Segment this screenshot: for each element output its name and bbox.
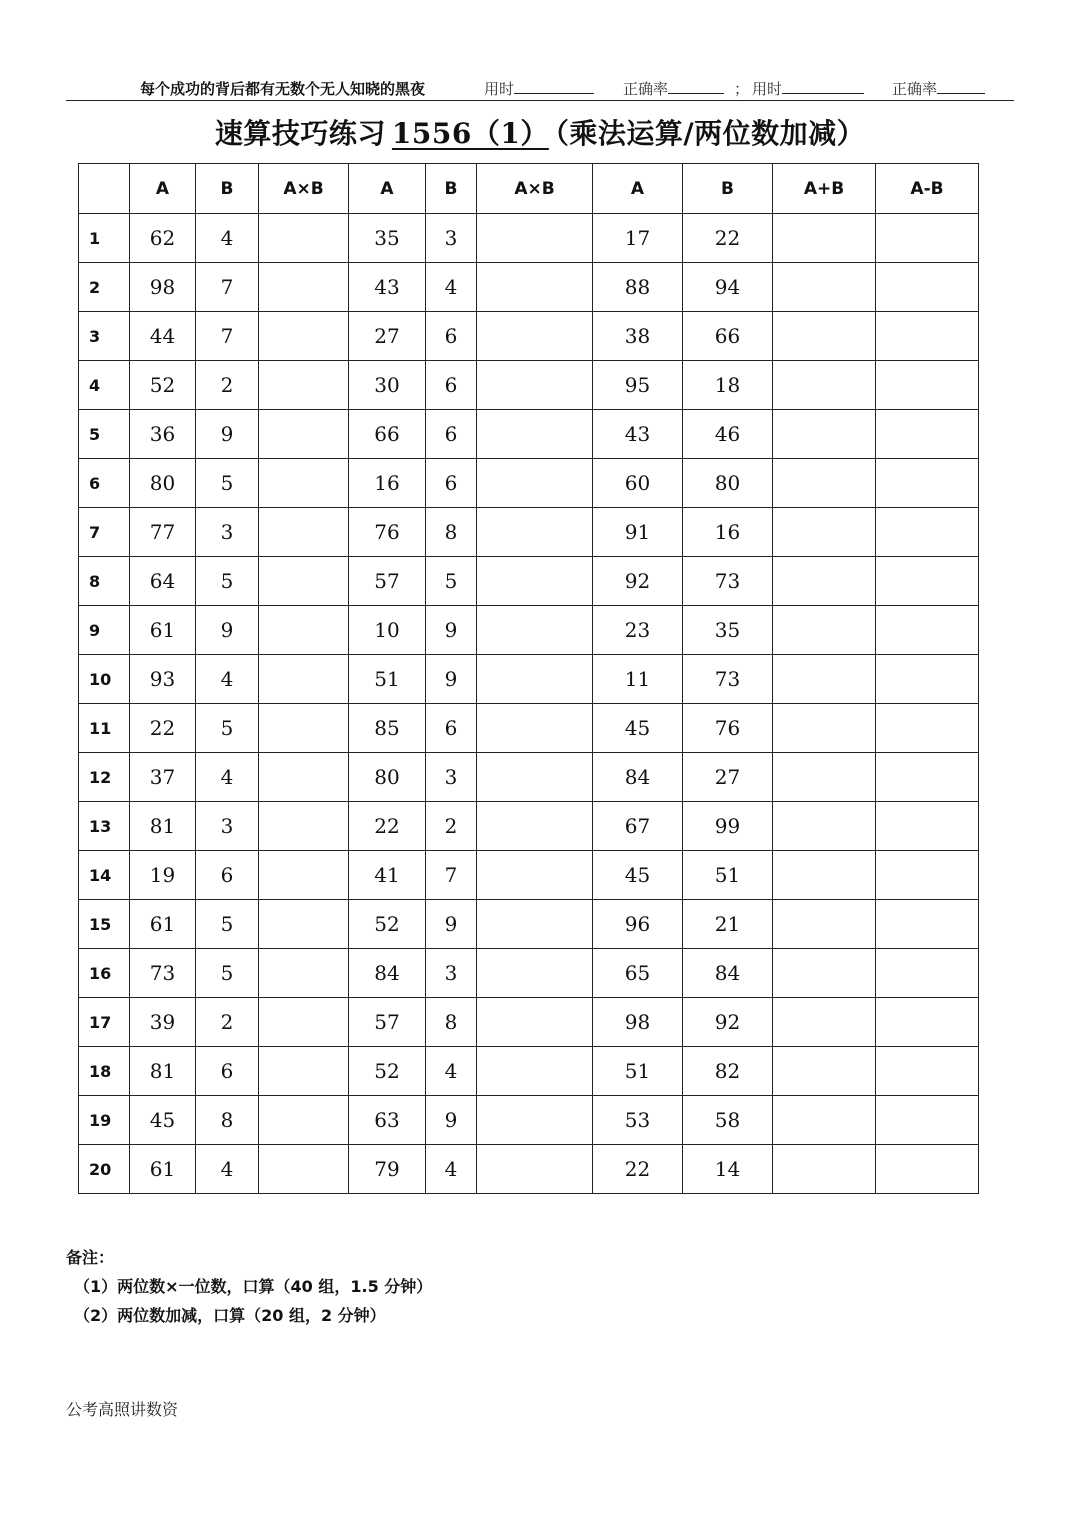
operand-cell: 99 <box>683 802 773 851</box>
column-header: B <box>683 164 773 214</box>
operand-cell: 9 <box>426 1096 477 1145</box>
answer-cell[interactable] <box>259 802 349 851</box>
table-row <box>79 900 979 949</box>
table-row <box>79 361 979 410</box>
answer-cell[interactable] <box>259 361 349 410</box>
operand-cell: 6 <box>426 704 477 753</box>
answer-cell[interactable] <box>773 214 876 263</box>
row-number: 16 <box>79 949 130 998</box>
operand-cell: 44 <box>130 312 196 361</box>
operand-cell: 2 <box>196 998 259 1047</box>
operand-cell: 2 <box>196 361 259 410</box>
operand-cell: 18 <box>683 361 773 410</box>
operand-cell: 65 <box>593 949 683 998</box>
operand-cell: 98 <box>593 998 683 1047</box>
answer-cell[interactable] <box>259 655 349 704</box>
operand-cell: 5 <box>196 459 259 508</box>
table-row <box>79 410 979 459</box>
operand-cell: 43 <box>349 263 426 312</box>
time-label-1: 用时 <box>484 80 515 98</box>
row-number: 8 <box>79 557 130 606</box>
operand-cell: 8 <box>426 998 477 1047</box>
operand-cell: 23 <box>593 606 683 655</box>
table-row <box>79 557 979 606</box>
time-blank-2[interactable] <box>782 79 864 94</box>
operand-cell: 92 <box>683 998 773 1047</box>
operand-cell: 51 <box>683 851 773 900</box>
operand-cell: 82 <box>683 1047 773 1096</box>
operand-cell: 9 <box>426 655 477 704</box>
operand-cell: 6 <box>196 1047 259 1096</box>
row-number: 14 <box>79 851 130 900</box>
operand-cell: 80 <box>683 459 773 508</box>
column-header: B <box>426 164 477 214</box>
column-header: A <box>349 164 426 214</box>
separator: ； <box>734 80 750 98</box>
answer-cell[interactable] <box>773 949 876 998</box>
answer-cell[interactable] <box>876 704 979 753</box>
operand-cell: 63 <box>349 1096 426 1145</box>
operand-cell: 16 <box>349 459 426 508</box>
operand-cell: 93 <box>130 655 196 704</box>
table-row <box>79 263 979 312</box>
table-row <box>79 1145 979 1194</box>
row-number: 12 <box>79 753 130 802</box>
answer-cell[interactable] <box>259 704 349 753</box>
operand-cell: 81 <box>130 1047 196 1096</box>
answer-cell[interactable] <box>259 214 349 263</box>
answer-cell[interactable] <box>477 704 593 753</box>
table-row <box>79 508 979 557</box>
operand-cell: 45 <box>593 704 683 753</box>
title-suffix: （乘法运算/两位数加减） <box>554 117 866 150</box>
operand-cell: 4 <box>426 263 477 312</box>
operand-cell: 6 <box>426 459 477 508</box>
operand-cell: 41 <box>349 851 426 900</box>
answer-cell[interactable] <box>773 802 876 851</box>
operand-cell: 51 <box>593 1047 683 1096</box>
operand-cell: 21 <box>683 900 773 949</box>
operand-cell: 76 <box>349 508 426 557</box>
answer-cell[interactable] <box>876 606 979 655</box>
operand-cell: 4 <box>196 1145 259 1194</box>
answer-cell[interactable] <box>773 704 876 753</box>
answer-cell[interactable] <box>259 900 349 949</box>
operand-cell: 73 <box>683 655 773 704</box>
operand-cell: 22 <box>349 802 426 851</box>
operand-cell: 7 <box>196 312 259 361</box>
operand-cell: 9 <box>426 606 477 655</box>
table-row <box>79 312 979 361</box>
answer-cell[interactable] <box>773 1145 876 1194</box>
answer-cell[interactable] <box>876 1096 979 1145</box>
answer-cell[interactable] <box>259 312 349 361</box>
column-header: A+B <box>773 164 876 214</box>
answer-cell[interactable] <box>876 998 979 1047</box>
row-number: 13 <box>79 802 130 851</box>
answer-cell[interactable] <box>477 1145 593 1194</box>
operand-cell: 6 <box>426 361 477 410</box>
answer-cell[interactable] <box>477 557 593 606</box>
time-field-2 <box>752 78 864 99</box>
table-row <box>79 214 979 263</box>
answer-cell[interactable] <box>773 410 876 459</box>
operand-cell: 5 <box>196 704 259 753</box>
operand-cell: 84 <box>683 949 773 998</box>
operand-cell: 27 <box>683 753 773 802</box>
operand-cell: 2 <box>426 802 477 851</box>
answer-cell[interactable] <box>876 508 979 557</box>
table-row <box>79 851 979 900</box>
row-number: 10 <box>79 655 130 704</box>
answer-cell[interactable] <box>259 263 349 312</box>
answer-cell[interactable] <box>773 900 876 949</box>
operand-cell: 88 <box>593 263 683 312</box>
operand-cell: 81 <box>130 802 196 851</box>
answer-cell[interactable] <box>259 410 349 459</box>
answer-cell[interactable] <box>876 1145 979 1194</box>
column-header: A×B <box>259 164 349 214</box>
answer-cell[interactable] <box>477 655 593 704</box>
answer-cell[interactable] <box>477 1047 593 1096</box>
answer-cell[interactable] <box>259 1096 349 1145</box>
answer-cell[interactable] <box>773 1047 876 1096</box>
answer-cell[interactable] <box>876 949 979 998</box>
operand-cell: 19 <box>130 851 196 900</box>
table-row <box>79 655 979 704</box>
answer-cell[interactable] <box>876 557 979 606</box>
time-field-1 <box>484 78 594 99</box>
answer-cell[interactable] <box>773 361 876 410</box>
answer-cell[interactable] <box>477 949 593 998</box>
answer-cell[interactable] <box>477 802 593 851</box>
operand-cell: 9 <box>426 900 477 949</box>
operand-cell: 4 <box>426 1145 477 1194</box>
answer-cell[interactable] <box>773 1096 876 1145</box>
answer-cell[interactable] <box>876 263 979 312</box>
answer-cell[interactable] <box>773 312 876 361</box>
answer-cell[interactable] <box>876 410 979 459</box>
footer-source: 公考高照讲数资 <box>66 1400 179 1419</box>
table-row <box>79 1096 979 1145</box>
accuracy-label-1: 正确率 <box>623 80 669 98</box>
operand-cell: 9 <box>196 606 259 655</box>
operand-cell: 22 <box>683 214 773 263</box>
row-number: 1 <box>79 214 130 263</box>
answer-cell[interactable] <box>876 900 979 949</box>
operand-cell: 6 <box>426 312 477 361</box>
answer-cell[interactable] <box>477 1096 593 1145</box>
answer-cell[interactable] <box>773 606 876 655</box>
operand-cell: 98 <box>130 263 196 312</box>
answer-cell[interactable] <box>259 508 349 557</box>
page-title <box>0 112 1080 152</box>
operand-cell: 84 <box>349 949 426 998</box>
row-number: 18 <box>79 1047 130 1096</box>
operand-cell: 57 <box>349 998 426 1047</box>
header-row <box>79 164 979 214</box>
column-header: A-B <box>876 164 979 214</box>
answer-cell[interactable] <box>259 949 349 998</box>
table-body <box>79 214 979 1194</box>
answer-cell[interactable] <box>773 655 876 704</box>
answer-cell[interactable] <box>477 508 593 557</box>
answer-cell[interactable] <box>773 753 876 802</box>
operand-cell: 7 <box>196 263 259 312</box>
operand-cell: 5 <box>426 557 477 606</box>
operand-cell: 6 <box>196 851 259 900</box>
accuracy-label-2: 正确率 <box>892 80 938 98</box>
operand-cell: 96 <box>593 900 683 949</box>
answer-cell[interactable] <box>773 851 876 900</box>
operand-cell: 22 <box>593 1145 683 1194</box>
answer-cell[interactable] <box>259 557 349 606</box>
answer-cell[interactable] <box>477 851 593 900</box>
answer-cell[interactable] <box>259 606 349 655</box>
operand-cell: 17 <box>593 214 683 263</box>
row-number: 6 <box>79 459 130 508</box>
answer-cell[interactable] <box>477 606 593 655</box>
accuracy-field-1 <box>623 78 724 99</box>
answer-cell[interactable] <box>259 1145 349 1194</box>
answer-cell[interactable] <box>773 557 876 606</box>
answer-cell[interactable] <box>477 312 593 361</box>
operand-cell: 35 <box>683 606 773 655</box>
operand-cell: 3 <box>426 949 477 998</box>
operand-cell: 16 <box>683 508 773 557</box>
answer-cell[interactable] <box>773 459 876 508</box>
operand-cell: 3 <box>196 802 259 851</box>
column-header: A <box>130 164 196 214</box>
row-number: 2 <box>79 263 130 312</box>
answer-cell[interactable] <box>773 998 876 1047</box>
operand-cell: 37 <box>130 753 196 802</box>
answer-cell[interactable] <box>876 655 979 704</box>
row-number: 7 <box>79 508 130 557</box>
operand-cell: 35 <box>349 214 426 263</box>
answer-cell[interactable] <box>876 361 979 410</box>
operand-cell: 5 <box>196 557 259 606</box>
answer-cell[interactable] <box>477 214 593 263</box>
operand-cell: 9 <box>196 410 259 459</box>
operand-cell: 36 <box>130 410 196 459</box>
operand-cell: 10 <box>349 606 426 655</box>
operand-cell: 52 <box>130 361 196 410</box>
operand-cell: 8 <box>426 508 477 557</box>
table-row <box>79 998 979 1047</box>
operand-cell: 4 <box>196 655 259 704</box>
column-header: A <box>593 164 683 214</box>
operand-cell: 92 <box>593 557 683 606</box>
operand-cell: 80 <box>130 459 196 508</box>
table-row <box>79 949 979 998</box>
notes <box>66 1243 432 1330</box>
operand-cell: 3 <box>196 508 259 557</box>
operand-cell: 61 <box>130 1145 196 1194</box>
answer-cell[interactable] <box>477 753 593 802</box>
answer-cell[interactable] <box>773 508 876 557</box>
answer-cell[interactable] <box>477 263 593 312</box>
exercise-table <box>78 163 979 1194</box>
accuracy-blank-1[interactable] <box>668 79 724 94</box>
column-header <box>79 164 130 214</box>
answer-cell[interactable] <box>477 361 593 410</box>
operand-cell: 27 <box>349 312 426 361</box>
answer-cell[interactable] <box>259 459 349 508</box>
column-header: B <box>196 164 259 214</box>
operand-cell: 94 <box>683 263 773 312</box>
answer-cell[interactable] <box>876 802 979 851</box>
table-row <box>79 459 979 508</box>
column-header: A×B <box>477 164 593 214</box>
answer-cell[interactable] <box>477 410 593 459</box>
operand-cell: 52 <box>349 900 426 949</box>
answer-cell[interactable] <box>477 900 593 949</box>
row-number: 19 <box>79 1096 130 1145</box>
answer-cell[interactable] <box>477 998 593 1047</box>
operand-cell: 67 <box>593 802 683 851</box>
table-row <box>79 606 979 655</box>
row-number: 5 <box>79 410 130 459</box>
accuracy-blank-2[interactable] <box>937 79 985 94</box>
operand-cell: 5 <box>196 949 259 998</box>
table-row <box>79 704 979 753</box>
table-row <box>79 802 979 851</box>
notes-heading: 备注： <box>66 1248 115 1267</box>
operand-cell: 91 <box>593 508 683 557</box>
operand-cell: 66 <box>683 312 773 361</box>
operand-cell: 76 <box>683 704 773 753</box>
operand-cell: 85 <box>349 704 426 753</box>
operand-cell: 80 <box>349 753 426 802</box>
operand-cell: 52 <box>349 1047 426 1096</box>
operand-cell: 62 <box>130 214 196 263</box>
operand-cell: 4 <box>196 753 259 802</box>
operand-cell: 84 <box>593 753 683 802</box>
answer-cell[interactable] <box>259 1047 349 1096</box>
operand-cell: 11 <box>593 655 683 704</box>
operand-cell: 79 <box>349 1145 426 1194</box>
operand-cell: 6 <box>426 410 477 459</box>
operand-cell: 57 <box>349 557 426 606</box>
operand-cell: 7 <box>426 851 477 900</box>
operand-cell: 61 <box>130 900 196 949</box>
operand-cell: 14 <box>683 1145 773 1194</box>
answer-cell[interactable] <box>477 459 593 508</box>
answer-cell[interactable] <box>259 998 349 1047</box>
table-row <box>79 753 979 802</box>
answer-cell[interactable] <box>876 1047 979 1096</box>
operand-cell: 73 <box>130 949 196 998</box>
operand-cell: 30 <box>349 361 426 410</box>
answer-cell[interactable] <box>876 459 979 508</box>
title-number: 1556（1） <box>391 117 549 150</box>
row-number: 4 <box>79 361 130 410</box>
header-bar <box>66 74 1014 101</box>
title-prefix: 速算技巧练习 <box>214 117 386 150</box>
answer-cell[interactable] <box>259 753 349 802</box>
row-number: 15 <box>79 900 130 949</box>
note-line-2: （2）两位数加减，口算（20 组，2 分钟） <box>74 1306 386 1325</box>
operand-cell: 60 <box>593 459 683 508</box>
row-number: 3 <box>79 312 130 361</box>
row-number: 20 <box>79 1145 130 1194</box>
accuracy-field-2 <box>892 78 985 99</box>
operand-cell: 58 <box>683 1096 773 1145</box>
operand-cell: 43 <box>593 410 683 459</box>
operand-cell: 53 <box>593 1096 683 1145</box>
operand-cell: 3 <box>426 214 477 263</box>
answer-cell[interactable] <box>876 312 979 361</box>
note-line-1: （1）两位数×一位数，口算（40 组，1.5 分钟） <box>74 1277 433 1296</box>
operand-cell: 45 <box>593 851 683 900</box>
operand-cell: 4 <box>196 214 259 263</box>
operand-cell: 45 <box>130 1096 196 1145</box>
motto: 每个成功的背后都有无数个无人知晓的黑夜 <box>140 80 426 98</box>
row-number: 9 <box>79 606 130 655</box>
time-label-2: 用时 <box>752 80 783 98</box>
operand-cell: 3 <box>426 753 477 802</box>
operand-cell: 64 <box>130 557 196 606</box>
operand-cell: 77 <box>130 508 196 557</box>
operand-cell: 95 <box>593 361 683 410</box>
operand-cell: 8 <box>196 1096 259 1145</box>
operand-cell: 51 <box>349 655 426 704</box>
answer-cell[interactable] <box>876 214 979 263</box>
row-number: 11 <box>79 704 130 753</box>
answer-cell[interactable] <box>259 851 349 900</box>
operand-cell: 22 <box>130 704 196 753</box>
operand-cell: 39 <box>130 998 196 1047</box>
operand-cell: 5 <box>196 900 259 949</box>
answer-cell[interactable] <box>876 851 979 900</box>
operand-cell: 46 <box>683 410 773 459</box>
answer-cell[interactable] <box>876 753 979 802</box>
operand-cell: 73 <box>683 557 773 606</box>
time-blank-1[interactable] <box>514 79 594 94</box>
row-number: 17 <box>79 998 130 1047</box>
operand-cell: 4 <box>426 1047 477 1096</box>
table-row <box>79 1047 979 1096</box>
operand-cell: 66 <box>349 410 426 459</box>
operand-cell: 38 <box>593 312 683 361</box>
answer-cell[interactable] <box>773 263 876 312</box>
operand-cell: 61 <box>130 606 196 655</box>
